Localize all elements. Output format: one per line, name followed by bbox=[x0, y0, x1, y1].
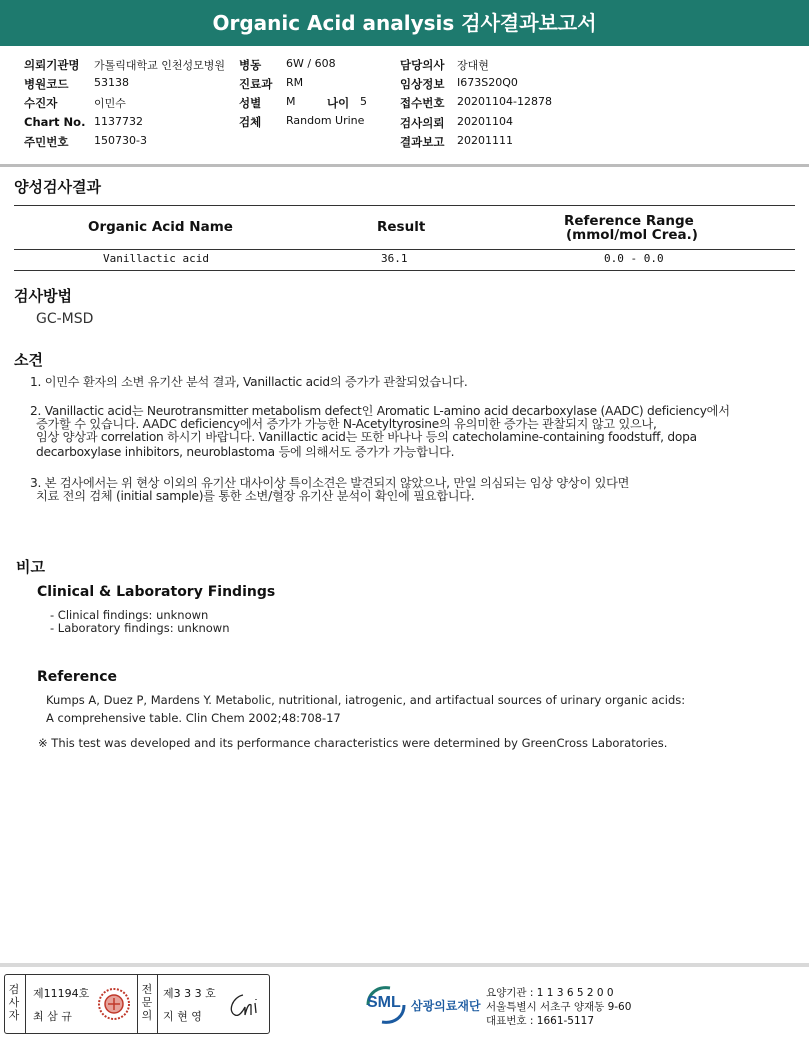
doctor-label: 담당의사 bbox=[400, 58, 445, 72]
patient-value: 이민수 bbox=[94, 97, 126, 110]
finding-2-line-4: decarboxylase inhibitors, neuroblastoma 등에 의해서도 증가가 가능합니다. bbox=[36, 445, 455, 459]
receipt-value: 20201104-12878 bbox=[457, 95, 552, 108]
clinical-findings-line: - Clinical findings: unknown bbox=[50, 608, 209, 622]
report-label: 결과보고 bbox=[400, 135, 445, 149]
age-label: 나이 bbox=[327, 96, 350, 110]
age-value: 5 bbox=[360, 95, 367, 108]
ward-label: 병동 bbox=[239, 58, 262, 72]
id-value: 150730-3 bbox=[94, 134, 147, 147]
chart-label: Chart No. bbox=[24, 115, 86, 129]
sex-label: 성별 bbox=[239, 96, 262, 110]
ward-value: 6W / 608 bbox=[286, 57, 336, 70]
signature-box bbox=[4, 974, 270, 1034]
remarks-title: 비고 bbox=[16, 558, 45, 576]
col-header-range: Reference Range bbox=[564, 213, 694, 229]
finding-2-line-2: 증가할 수 있습니다. AADC deficiency에서 증가가 가능한 N-Acetyltyrosine의 유의미한 증가는 관찰되지 않고 있으나, bbox=[36, 417, 657, 431]
specialist-name: 지 현 영 bbox=[163, 1010, 202, 1023]
chart-value: 1137732 bbox=[94, 115, 143, 128]
clinical-findings-title: Clinical & Laboratory Findings bbox=[37, 584, 276, 600]
row-result: 36.1 bbox=[381, 252, 408, 265]
report-title: Organic Acid analysis 검사결과보고서 bbox=[0, 0, 809, 46]
organization-address: 서울특별시 서초구 양재동 9-60 bbox=[486, 1001, 632, 1013]
code-value: 53138 bbox=[94, 76, 129, 89]
inst-value: 가톨릭대학교 인천성모병원 bbox=[94, 59, 226, 72]
laboratory-findings-line: - Laboratory findings: unknown bbox=[50, 621, 230, 635]
finding-3-line-1: 3. 본 검사에서는 위 현상 이외의 유기산 대사이상 특이소견은 발견되지 않았으나, 만일 의심되는 임상 양상이 있다면 bbox=[30, 476, 630, 490]
dept-value: RM bbox=[286, 76, 304, 89]
reference-line-2: A comprehensive table. Clin Chem 2002;48:708-17 bbox=[46, 711, 341, 725]
receipt-label: 접수번호 bbox=[400, 96, 445, 110]
specimen-value: Random Urine bbox=[286, 114, 365, 127]
request-value: 20201104 bbox=[457, 115, 513, 128]
care-institution-code: 요양기관 : 1 1 3 6 5 2 0 0 bbox=[486, 987, 614, 999]
organization-phone: 대표번호 : 1661-5117 bbox=[486, 1015, 595, 1027]
row-acid-name: Vanillactic acid bbox=[103, 252, 209, 265]
seal-stamp-icon bbox=[97, 987, 131, 1021]
sig-divider-2 bbox=[137, 975, 138, 1033]
finding-2-line-1: 2. Vanillactic acid는 Neurotransmitter metabolism defect인 Aromatic L-amino acid decarboxylase (AADC) deficiency에서 bbox=[30, 404, 730, 418]
patient-label: 수진자 bbox=[24, 96, 58, 110]
specialist-vertical-label: 전 문 의 bbox=[141, 983, 153, 1022]
inst-label: 의뢰기관명 bbox=[24, 58, 80, 72]
specialist-license-no: 제3 3 3 호 bbox=[163, 987, 216, 1000]
sex-value: M bbox=[286, 95, 296, 108]
finding-1: 1. 이민수 환자의 소변 유기산 분석 결과, Vanillactic acid의 증가가 관찰되었습니다. bbox=[30, 375, 468, 389]
dept-label: 진료과 bbox=[239, 77, 273, 91]
col-header-unit: (mmol/mol Crea.) bbox=[566, 227, 698, 243]
method-value: GC-MSD bbox=[36, 311, 94, 327]
organization-name: 삼광의료재단 bbox=[411, 999, 481, 1013]
examiner-name: 최 삼 규 bbox=[33, 1010, 72, 1023]
table-bottom-border bbox=[14, 270, 795, 271]
id-label: 주민번호 bbox=[24, 135, 69, 149]
code-label: 병원코드 bbox=[24, 77, 69, 91]
col-header-result: Result bbox=[377, 219, 426, 235]
sig-divider-1 bbox=[25, 975, 26, 1033]
handwritten-signature-icon bbox=[223, 987, 263, 1021]
findings-title: 소견 bbox=[14, 351, 43, 369]
request-label: 검사의뢰 bbox=[400, 116, 445, 130]
finding-3-line-2: 치료 전의 검체 (initial sample)를 통한 소변/혈장 유기산 분석이 확인에 필요합니다. bbox=[36, 489, 475, 503]
table-header-border bbox=[14, 249, 795, 250]
patient-info-panel bbox=[0, 46, 809, 167]
positive-results-title: 양성검사결과 bbox=[14, 178, 101, 196]
reference-title: Reference bbox=[37, 669, 118, 685]
sig-divider-3 bbox=[157, 975, 158, 1033]
clinical-label: 임상정보 bbox=[400, 77, 445, 91]
logo-text: SML bbox=[367, 994, 401, 1011]
examiner-license-no: 제11194호 bbox=[33, 987, 90, 1000]
doctor-value: 장대현 bbox=[457, 59, 489, 72]
table-top-border bbox=[14, 205, 795, 206]
examiner-vertical-label: 검 사 자 bbox=[8, 983, 20, 1022]
report-value: 20201111 bbox=[457, 134, 513, 147]
lab-disclaimer: ※ This test was developed and its performance characteristics were determined by GreenCross Laboratories. bbox=[38, 736, 668, 750]
reference-line-1: Kumps A, Duez P, Mardens Y. Metabolic, nutritional, iatrogenic, and artifactual sources of urinary organic acids: bbox=[46, 693, 686, 707]
method-title: 검사방법 bbox=[14, 287, 72, 305]
col-header-name: Organic Acid Name bbox=[88, 219, 233, 235]
specimen-label: 검체 bbox=[239, 115, 262, 129]
finding-2-line-3: 임상 양상과 correlation 하시기 바랍니다. Vanillactic acid는 또한 바나나 등의 catecholamine-containing foodstuff, dopa bbox=[36, 430, 697, 444]
clinical-value: I673S20Q0 bbox=[457, 76, 518, 89]
row-reference-range: 0.0 - 0.0 bbox=[604, 252, 664, 265]
